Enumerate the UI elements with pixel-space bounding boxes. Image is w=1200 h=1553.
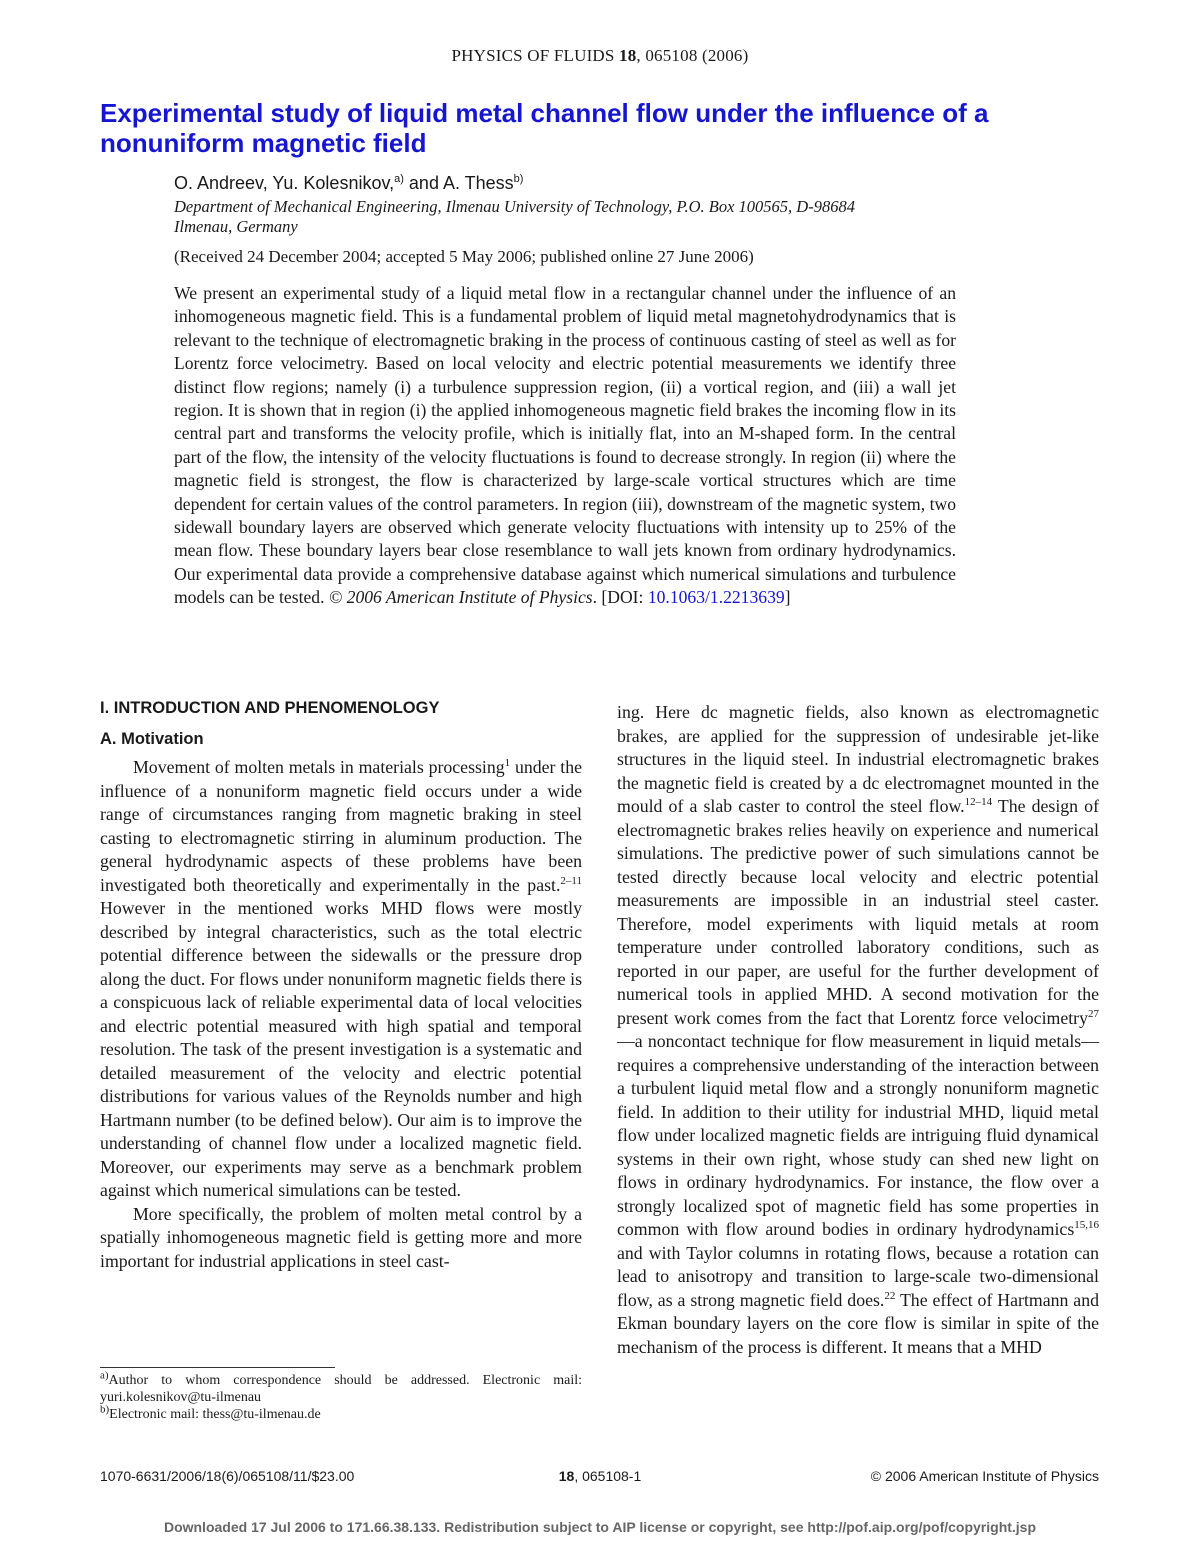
author-names-2: and A. Thess: [403, 173, 514, 193]
paragraph-continued: [617, 701, 1099, 1359]
footnotes: [100, 1369, 582, 1423]
journal-header: [0, 46, 1200, 66]
right-column: [617, 701, 1099, 1359]
footer-issn: 1070-6631/2006/18(6)/065108/11/$23.00: [100, 1468, 355, 1484]
citation-ref: 22: [884, 1289, 896, 1302]
journal-article-id: , 065108 (2006): [636, 46, 749, 65]
author-line: [174, 173, 523, 194]
journal-name: PHYSICS OF FLUIDS: [451, 46, 615, 65]
citation-ref: 1: [504, 757, 511, 770]
footnote-b: [100, 1403, 582, 1423]
footnote-divider: [100, 1367, 335, 1368]
footnote-a: [100, 1369, 582, 1406]
text-run: —a noncontact technique for flow measurement in liquid metals—requires a comprehensive understanding of the interaction between a turbulent liquid metal flow and a strongly nonuniform magnetic field. In addition to their utility for industrial MHD, liquid metal flow under localized magnetic fields are intriguing fluid dynamical systems in their own right, whose study can shed new light on flows in ordinary hydrodynamics. For instance, the flow over a strongly localized spot of magnetic field has some properties in common with flow around bodies in ordinary hydrodynamics: [617, 1031, 1099, 1239]
doi-link[interactable]: 10.1063/1.2213639: [647, 587, 785, 608]
abstract-text: We present an experimental study of a liquid metal flow in a rectangular channel under the influence of an inhomogeneous magnetic field. This is a fundamental problem of liquid metal magnetohydrodynamics that is relevant to the technique of electromagnetic braking in the process of continuous casting of steel as well as for Lorentz force velocimetry. Based on local velocity and electric potential measurements we identify three distinct flow regions; namely (i) a turbulence suppression region, (ii) a vortical region, and (iii) a wall jet region. It is shown that in region (i) the applied inhomogeneous magnetic field brakes the incoming flow in its central part and transforms the velocity profile, which is initially flat, into an M-shaped form. In the central part of the flow, the intensity of the velocity fluctuations is found to decrease strongly. In region (ii) where the magnetic field is strongest, the flow is characterized by large-scale vortical structures which are time dependent for certain values of the control parameters. In region (iii), downstream of the magnetic system, two sidewall boundary layers are observed which generate velocity fluctuations with intensity up to 25% of the mean flow. These boundary layers bear close resemblance to wall jets known from ordinary hydrodynamics. Our experimental data provide a comprehensive database against which numerical simulations and turbulence models can be tested.: [174, 283, 956, 608]
author-mark-a: a): [394, 173, 404, 185]
abstract: [174, 282, 956, 610]
text-run: and with Taylor columns in rotating flows, because a rotation can lead to anisotropy and transition to large-scale two-dimensional flow, as a strong magnetic field does.: [617, 1242, 1099, 1310]
footer-page: , 065108-1: [574, 1468, 642, 1484]
section-heading: I. INTRODUCTION AND PHENOMENOLOGY: [100, 699, 440, 717]
text-run: Movement of molten metals in materials processing: [133, 757, 505, 777]
journal-volume: 18: [619, 46, 637, 65]
paper-title: Experimental study of liquid metal channel flow under the influence of a nonuniform magnetic field: [100, 98, 989, 158]
footnote-text: Electronic mail: thess@tu-ilmenau.de: [109, 1407, 321, 1422]
footnote-mark: a): [100, 1369, 109, 1382]
text-run: under the influence of a nonuniform magnetic field occurs under a wide range of circumstances ranging from magnetic braking in steel casting to electromagnetic stirring in aluminum production. The general hydrodynamic aspects of these problems have been investigated both theoretically and experimentally in the past.: [100, 757, 582, 895]
text-run: The effect of Hartmann and Ekman boundary layers on the core flow is similar in spite of the mechanism of the process is different. It means that a MHD: [617, 1289, 1099, 1357]
text-run: ing. Here dc magnetic fields, also known as electromagnetic brakes, are applied for the suppression of undesirable jet-like structures in the liquid steel. In industrial electromagnetic brakes the magnetic field is created by a dc electromagnet mounted in the mould of a slab caster to control the steel flow.: [617, 702, 1099, 816]
citation-ref: 2–11: [560, 874, 582, 887]
text-run: The design of electromagnetic brakes relies heavily on experience and numerical simulations. The predictive power of such simulations cannot be tested directly because local velocity and electric potential measurements are impossible in an industrial steel caster. Therefore, model experiments with liquid metals at room temperature under controlled laboratory conditions, such as reported in our paper, are useful for the further development of numerical tools in applied MHD. A second motivation for the present work comes from the fact that Lorentz force velocimetry: [617, 796, 1099, 1028]
author-mark-b: b): [513, 173, 524, 185]
subsection-heading: A. Motivation: [100, 730, 204, 748]
paragraph-motivation-1: [100, 756, 582, 1203]
abstract-copyright: © 2006 American Institute of Physics: [328, 587, 593, 608]
footer-copyright: © 2006 American Institute of Physics: [870, 1468, 1099, 1484]
download-notice: Downloaded 17 Jul 2006 to 171.66.38.133. Redistribution subject to AIP license or copyright, see http://pof.aip.org/pof/copyright.jsp: [163, 1519, 1037, 1535]
citation-ref: 15,16: [1074, 1219, 1099, 1232]
received-dates: (Received 24 December 2004; accepted 5 May 2006; published online 27 June 2006): [174, 247, 754, 266]
citation-ref: 12–14: [964, 796, 993, 809]
doi-prefix: . [DOI:: [592, 587, 648, 608]
footer-volume: 18: [558, 1468, 575, 1484]
paragraph-motivation-2: More specifically, the problem of molten metal control by a spatially inhomogeneous magnetic field is getting more and more important for industrial applications in steel cast-: [100, 1203, 582, 1271]
footnote-mark: b): [100, 1403, 110, 1416]
left-column: [100, 697, 582, 1273]
text-run: However in the mentioned works MHD flows were mostly described by integral characteristics, such as the total electric potential difference between the sidewalls or the pressure drop along the duct. For flows under nonuniform magnetic fields there is a conspicuous lack of reliable experimental data of local velocities and electric potential measured with high spatial and temporal resolution. The task of the present investigation is a systematic and detailed measurement of the velocity and electric potential distributions for various values of the Reynolds number and high Hartmann number (to be defined below). Our aim is to improve the understanding of channel flow under a localized magnetic field. Moreover, our experiments may serve as a benchmark problem against which numerical simulations can be tested.: [100, 898, 582, 1200]
author-names-1: O. Andreev, Yu. Kolesnikov,: [174, 173, 395, 193]
footnote-text: Author to whom correspondence should be addressed. Electronic mail: yuri.kolesnikov@tu-ilmenau: [100, 1373, 582, 1405]
affiliation: Department of Mechanical Engineering, Ilmenau University of Technology, P.O. Box 100565, D-98684 Ilmenau, Germany: [174, 197, 855, 236]
doi-suffix: ]: [784, 587, 791, 608]
citation-ref: 27: [1088, 1007, 1099, 1020]
